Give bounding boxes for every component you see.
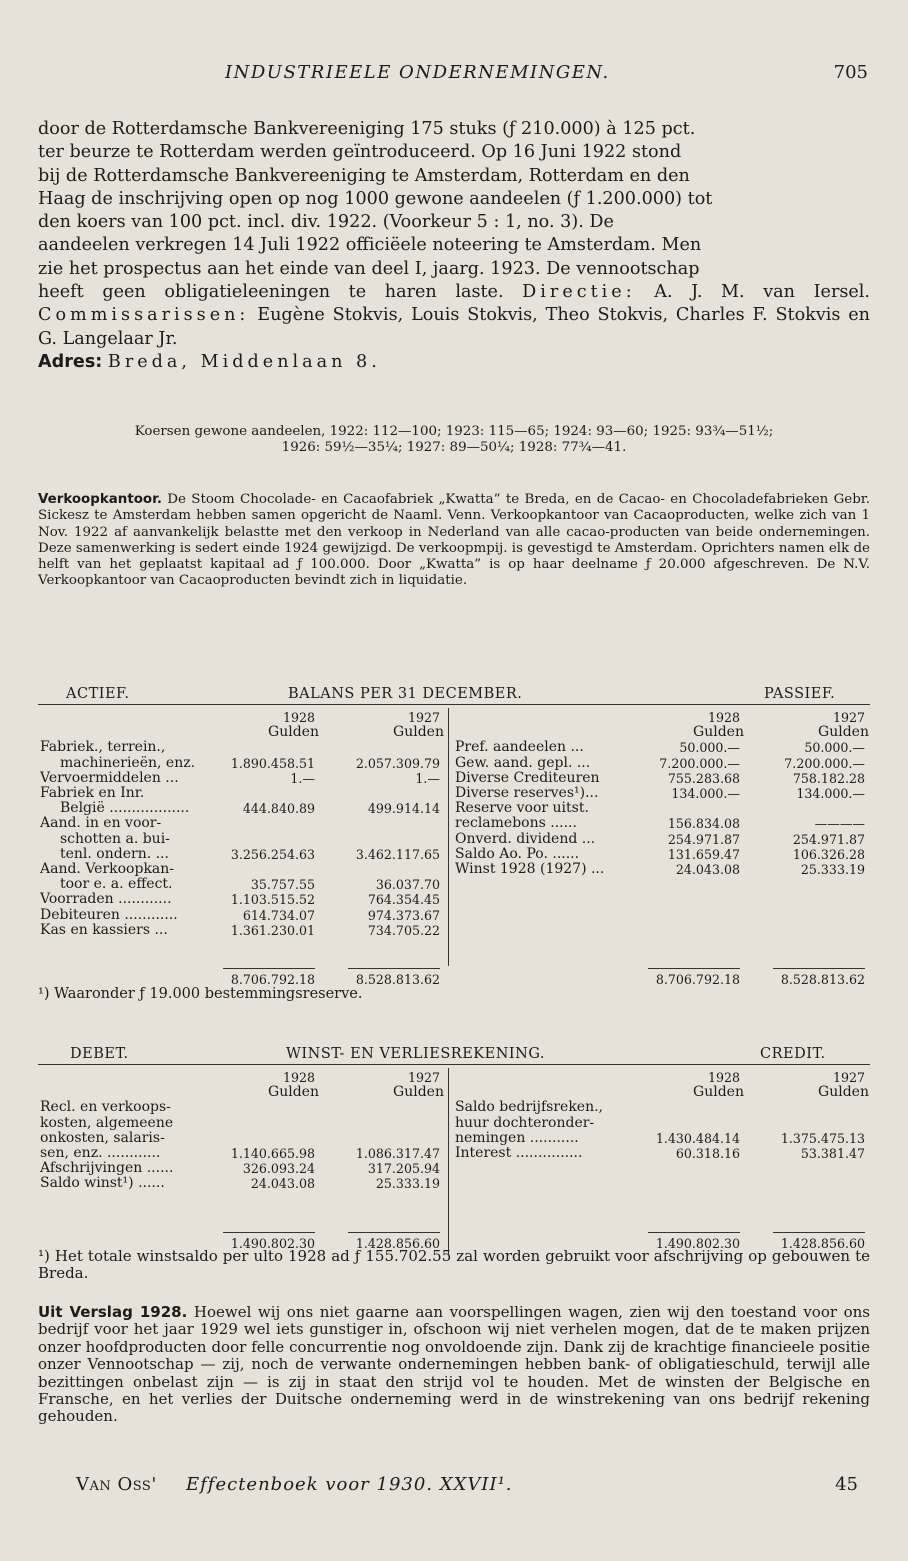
value-1927: 1.375.475.13	[780, 1130, 865, 1146]
verkoop-label: Verkoopkantoor.	[38, 492, 162, 507]
year-header-1927: 1927	[832, 710, 865, 725]
value-1928: 60.318.16	[675, 1146, 740, 1161]
unit-header-1928: Gulden	[693, 724, 744, 741]
row-label: Saldo winst¹) ......	[40, 1175, 165, 1192]
value-1927: 758.182.28	[792, 770, 865, 786]
value-1927: 254.971.87	[792, 831, 865, 847]
intro-paragraph	[38, 118, 870, 374]
value-1928: 131.659.47	[667, 846, 740, 862]
total-1927: 8.528.813.62	[355, 972, 440, 987]
passief-table	[455, 710, 869, 987]
value-1927: 106.326.28	[792, 846, 865, 862]
year-header-1928: 1928	[282, 1070, 315, 1085]
row-label: Diverse reserves¹)...	[455, 785, 599, 801]
intro-line: door de Rotterdamsche Bankvereeniging 175 stuks (ƒ 210.000) à 125 pct.	[38, 119, 696, 139]
row-label: sen, enz. ............	[40, 1145, 161, 1161]
value-1927: 50.000.—	[804, 740, 865, 756]
row-label: Debiteuren ............	[40, 906, 178, 923]
total-rule-1928	[223, 1232, 315, 1233]
unit-header-1928: Gulden	[693, 1084, 744, 1101]
value-1927: 1.086.317.47	[355, 1146, 440, 1161]
value-1928: 444.840.89	[242, 801, 315, 817]
intro-line: Haag de inschrijving open op nog 1000 gewone aandeelen (ƒ 1.200.000) tot	[38, 188, 713, 209]
year-header-1928: 1928	[707, 710, 740, 725]
commissarissen-label: Commissarissen:	[38, 305, 250, 326]
koersen-block	[38, 424, 870, 457]
winst-left-title: DEBET.	[70, 1046, 129, 1062]
adres-line	[38, 351, 870, 374]
value-1928: 1.103.515.52	[230, 892, 315, 908]
value-1928: 50.000.—	[679, 740, 740, 756]
running-title: INDUSTRIEELE ONDERNEMINGEN.	[225, 62, 610, 83]
balans-title: BALANS PER 31 DECEMBER.	[288, 686, 523, 702]
koersen-line: 1926: 59½—35¼; 1927: 89—50¼; 1928: 77¾—41.	[281, 440, 627, 456]
unit-header-1927: Gulden	[818, 1084, 869, 1101]
value-1927: 2.057.309.79	[355, 755, 440, 771]
value-1927: 36.037.70	[375, 877, 440, 893]
value-1928: 7.200.000.—	[659, 755, 740, 771]
value-1928: 326.093.24	[242, 1161, 315, 1177]
footer-sheet-number: 45	[835, 1474, 858, 1495]
value-1927: 25.333.19	[800, 862, 865, 877]
year-header-1927: 1927	[407, 710, 440, 725]
row-label: Gew. aand. gepl. ...	[455, 754, 591, 771]
row-label: Saldo Ao. Po. ......	[455, 845, 580, 862]
value-1927: ————	[814, 816, 865, 832]
row-label: Aand. in en voor-	[40, 815, 162, 832]
value-1928: 614.734.07	[242, 907, 315, 923]
value-1928: 3.256.254.63	[230, 846, 315, 862]
year-header-1928: 1928	[282, 710, 315, 725]
verkoop-text: De Stoom Chocolade- en Cacaofabriek „Kwatta” te Breda, en de Cacao- en Chocoladefabrieken Gebr. Sickesz te Amsterdam hebben samen opgericht de Naaml. Venn. Verkoopkantoor van Cacaoproducten, welke zich van 1 Nov. 1922 af aanvankelijk belastte met den verkoop in Nederland van alle cacao-producten van beide ondernemingen. Deze samenwerking is sedert einde 1924 gewijzigd. De verkoopmpij. is gevestigd te Amsterdam. Oprichters namen elk de helft van het geplaatst kapitaal ad ƒ 100.000. Door „Kwatta” is op haar deelname ƒ 20.000 afgeschreven. De N.V. Verkoopkantoor van Cacaoproducten bevindt zich in liquidatie.	[38, 492, 870, 589]
adres-value: Breda, Middenlaan 8.	[107, 351, 381, 372]
value-1928: 254.971.87	[667, 831, 740, 847]
unit-header-1927: Gulden	[818, 724, 869, 741]
year-header-1927: 1927	[407, 1070, 440, 1085]
row-label: Afschrijvingen ......	[40, 1160, 174, 1177]
row-label: Vervoermiddelen ...	[40, 769, 179, 786]
row-label: Voorraden ............	[40, 891, 172, 908]
row-label: Pref. aandeelen ...	[455, 739, 584, 756]
unit-header-1928: Gulden	[268, 1084, 319, 1101]
winst-title: WINST- EN VERLIESREKENING.	[286, 1046, 545, 1062]
koersen-line: Koersen gewone aandeelen, 1922: 112—100; 1923: 115—65; 1924: 93—60; 1925: 93¾—51½;	[134, 424, 774, 439]
total-1927: 8.528.813.62	[780, 972, 865, 987]
balans-footnote: ¹) Waaronder ƒ 19.000 bestemmingsreserve.	[38, 986, 363, 1002]
row-label: huur dochteronder-	[455, 1114, 595, 1131]
value-1928: 755.283.68	[667, 770, 740, 786]
row-label: onkosten, salaris-	[40, 1129, 165, 1146]
intro-line: aandeelen verkregen 14 Juli 1922 officiëele noteering te Amsterdam. Men	[38, 235, 702, 256]
value-1928: 156.834.08	[667, 816, 740, 832]
row-label: kosten, algemeene	[40, 1114, 174, 1131]
row-label: Interest ...............	[455, 1145, 583, 1161]
total-rule-1927	[348, 968, 440, 969]
value-1927: 764.354.45	[367, 892, 440, 908]
row-label: Aand. Verkoopkan-	[40, 861, 175, 877]
value-1927: 734.705.22	[367, 922, 440, 938]
page-header	[0, 62, 908, 88]
intro-line: ter beurze te Rotterdam werden geïntroduceerd. Op 16 Juni 1922 stond	[38, 142, 682, 163]
row-label: Recl. en verkoops-	[40, 1099, 171, 1116]
credit-table	[455, 1070, 869, 1260]
value-1928: 1.430.484.14	[655, 1130, 740, 1146]
footer-book-title: Effectenboek voor 1930. XXVII¹.	[186, 1474, 513, 1495]
row-label: Winst 1928 (1927) ...	[455, 861, 605, 877]
row-label: Fabriek., terrein.,	[40, 739, 166, 756]
total-1928: 1.490.802.30	[655, 1236, 740, 1251]
row-label: tenl. ondern. ...	[60, 845, 169, 862]
value-1928: 134.000.—	[671, 786, 740, 801]
value-1928: 24.043.08	[250, 1176, 315, 1192]
verkoop-paragraph	[38, 492, 870, 590]
total-1928: 8.706.792.18	[230, 972, 315, 987]
balans-right-title: PASSIEF.	[764, 686, 836, 702]
value-1928: 35.757.55	[250, 877, 315, 893]
row-label: toor e. a. effect.	[60, 876, 173, 893]
total-1928: 8.706.792.18	[655, 972, 740, 987]
value-1927: 974.373.67	[367, 907, 440, 923]
value-1927: 317.205.94	[367, 1161, 440, 1177]
value-1928: 24.043.08	[675, 862, 740, 877]
intro-line: zie het prospectus aan het einde van deel I, jaarg. 1923. De vennootschap	[38, 258, 700, 279]
adres-label: Adres:	[38, 351, 103, 372]
row-label: Saldo bedrijfsreken.,	[455, 1099, 604, 1116]
unit-header-1927: Gulden	[393, 724, 444, 741]
year-header-1927: 1927	[832, 1070, 865, 1085]
total-rule-1927	[348, 1232, 440, 1233]
winst-rule	[38, 1064, 870, 1065]
row-label: nemingen ...........	[455, 1129, 579, 1146]
total-1927: 1.428.856.60	[780, 1236, 865, 1251]
verslag-paragraph	[38, 1304, 870, 1426]
unit-header-1928: Gulden	[268, 724, 319, 741]
value-1928: 1.890.458.51	[230, 755, 315, 771]
total-rule-1928	[648, 968, 740, 969]
value-1927: 25.333.19	[375, 1176, 440, 1192]
intro-line: bij de Rotterdamsche Bankvereeniging te Amsterdam, Rotterdam en den	[38, 165, 690, 186]
directie-label: Directie:	[522, 282, 636, 303]
value-1927: 7.200.000.—	[784, 755, 865, 771]
unit-header-1927: Gulden	[393, 1084, 444, 1101]
actief-table	[40, 710, 444, 987]
row-label: Onverd. dividend ...	[455, 830, 596, 847]
verslag-text: Hoewel wij ons niet gaarne aan voorspellingen wagen, zien wij den toestand voor ons bedrijf voor het jaar 1929 wel iets gunstiger in, ofschoon wij niet verhelen mogen, dat de te maken prijzen onzer hoofdproducten door felle concurrentie nog onvoldoende zijn. Dank zij de krachtige financieele positie onzer Vennootschap — zij, noch de verwante ondernemingen hebben bank- of obligatieschuld, terwijl alle bezittingen onbelast zijn — is zij in staat den strijd vol te houden. Met de winsten der Belgische en Fransche, en het verlies der Duitsche onderneming werd in de winstrekening van ons bedrijf rekening gehouden.	[38, 1303, 870, 1426]
intro-line: heeft geen obligatieleeningen te haren laste. Directie: A. J. M. van Iersel. Commissarissen: Eugène Stokvis, Louis Stokvis, Theo Stokvis, Charles F. Stokvis en G. Langelaar Jr.	[38, 282, 871, 349]
winst-footnote: ¹) Het totale winstsaldo per ulto 1928 ad ƒ 155.702.55 zal worden gebruikt voor afschrijving op gebouwen te Breda.	[38, 1247, 870, 1282]
value-1927: 53.381.47	[800, 1146, 865, 1161]
value-1927: 1.—	[415, 770, 440, 786]
year-header-1928: 1928	[707, 1070, 740, 1085]
value-1927: 3.462.117.65	[355, 846, 440, 862]
row-label: schotten a. bui-	[60, 830, 170, 847]
row-label: Reserve voor uitst.	[455, 800, 589, 817]
total-rule-1927	[773, 1232, 865, 1233]
verslag-label: Uit Verslag 1928.	[38, 1303, 188, 1321]
balans-left-title: ACTIEF.	[66, 686, 130, 702]
directie-names: A. J. M. van Iersel.	[654, 282, 871, 303]
total-rule-1928	[648, 1232, 740, 1233]
row-label: België ..................	[60, 800, 190, 817]
total-1928: 1.490.802.30	[230, 1236, 315, 1251]
row-label: machinerieën, enz.	[60, 754, 196, 771]
debet-table	[40, 1070, 444, 1260]
total-rule-1927	[773, 968, 865, 969]
winst-divider	[448, 1068, 449, 1254]
page-number: 705	[833, 62, 868, 83]
total-rule-1928	[223, 968, 315, 969]
value-1927: 134.000.—	[796, 786, 865, 801]
row-label: reclamebons ......	[455, 815, 577, 832]
row-label: Diverse Crediteuren	[455, 769, 600, 786]
value-1928: 1.—	[290, 770, 315, 786]
winst-right-title: CREDIT.	[760, 1046, 826, 1062]
row-label: Kas en kassiers ...	[40, 921, 168, 938]
footer-publisher: Van Oss'	[76, 1474, 157, 1495]
value-1927: 499.914.14	[367, 801, 440, 817]
value-1928: 1.140.665.98	[230, 1146, 315, 1161]
balans-divider	[448, 708, 449, 966]
intro-line: den koers van 100 pct. incl. div. 1922. (Voorkeur 5 : 1, no. 3). De	[38, 212, 614, 233]
commissarissen-names: Eugène Stokvis, Louis Stokvis, Theo Stokvis, Charles F. Stokvis en G. Langelaar Jr.	[38, 305, 871, 349]
value-1928: 1.361.230.01	[230, 922, 315, 938]
total-1927: 1.428.856.60	[355, 1236, 440, 1251]
balans-rule	[38, 704, 870, 705]
row-label: Fabriek en Inr.	[40, 785, 145, 801]
